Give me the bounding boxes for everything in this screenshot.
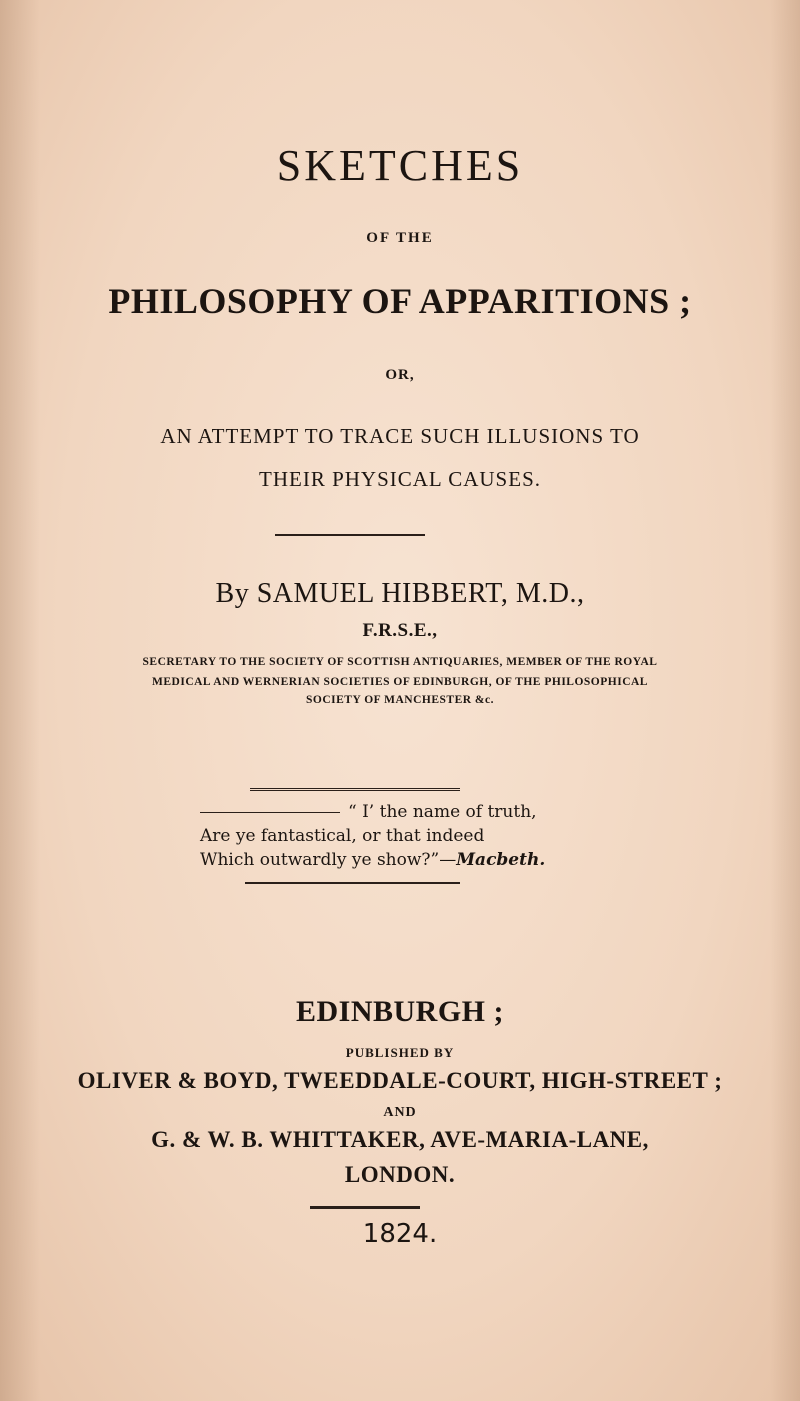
epigraph	[200, 800, 560, 872]
epigraph-line-2: Are ye fantastical, or that indeed	[200, 826, 485, 846]
affiliation-line-2: MEDICAL AND WERNERIAN SOCIETIES OF EDINBURGH, OF THE PHILOSOPHICAL	[152, 676, 648, 688]
epigraph-source: Macbeth.	[456, 850, 546, 870]
author-credential: F.R.S.E.,	[362, 620, 438, 641]
publisher-2: G. & W. B. WHITTAKER, AVE-MARIA-LANE,	[151, 1127, 649, 1152]
author-name: SAMUEL HIBBERT, M.D.,	[256, 578, 585, 609]
subtitle-line-2: THEIR PHYSICAL CAUSES.	[259, 467, 541, 491]
epigraph-line-3	[200, 848, 560, 872]
of-the-line: OF THE	[366, 230, 434, 246]
or-line: OR,	[385, 367, 415, 383]
affiliation-line-3: SOCIETY OF MANCHESTER &c.	[306, 694, 494, 706]
divider-rule-lower	[245, 882, 460, 884]
main-title: SKETCHES	[276, 141, 524, 190]
epigraph-line-1: “ I’ the name of truth,	[348, 802, 537, 822]
author-by: By	[215, 578, 250, 609]
publication-year: 1824.	[362, 1219, 438, 1249]
year-rule	[310, 1206, 420, 1209]
published-by: PUBLISHED BY	[345, 1045, 455, 1060]
epigraph-dash	[200, 812, 340, 813]
double-rule	[250, 788, 460, 793]
publisher-1: OLIVER & BOYD, TWEEDDALE-COURT, HIGH-STREET ;	[77, 1068, 723, 1093]
epigraph-line-1-wrap	[200, 800, 560, 824]
divider-rule	[275, 534, 425, 536]
epigraph-line-3-text: Which outwardly ye show?”—	[200, 850, 457, 870]
author-line	[0, 578, 800, 610]
affiliation-line-1: SECRETARY TO THE SOCIETY OF SCOTTISH ANTIQUARIES, MEMBER OF THE ROYAL	[142, 656, 658, 668]
subject-title: PHILOSOPHY OF APPARITIONS ;	[108, 281, 692, 321]
imprint-city: EDINBURGH ;	[295, 995, 504, 1028]
and-line: AND	[383, 1105, 417, 1120]
subtitle-line-1: AN ATTEMPT TO TRACE SUCH ILLUSIONS TO	[160, 424, 640, 448]
publisher-2-city: LONDON.	[344, 1162, 456, 1187]
